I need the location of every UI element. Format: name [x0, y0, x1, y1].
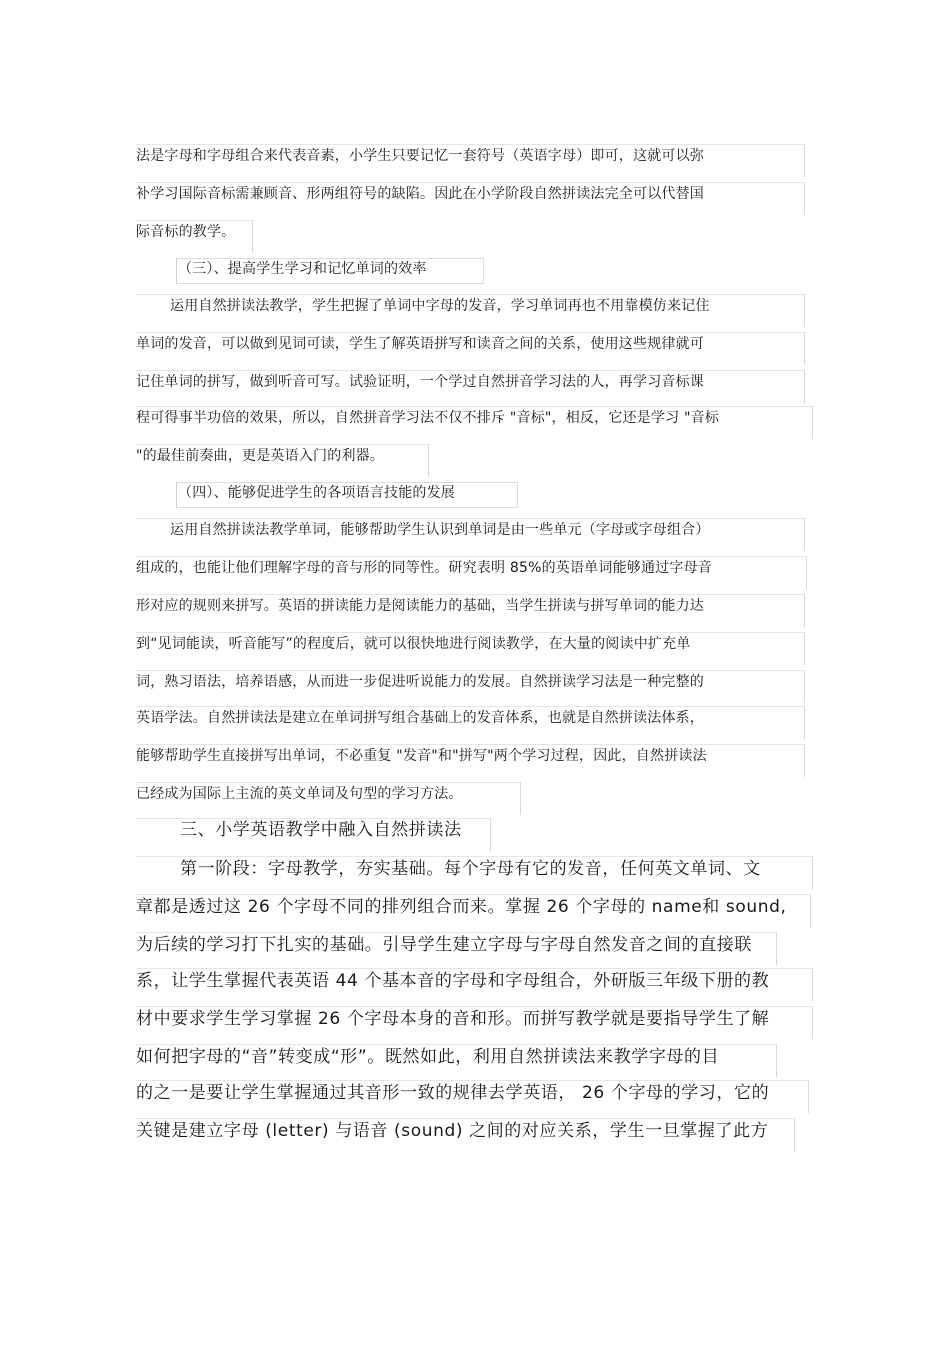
paragraph-line: 系，让学生掌握代表英语 44 个基本音的字母和字母组合，外研版三年级下册的教	[136, 971, 770, 991]
paragraph-line: 如何把字母的“音”转变成“形”。既然如此，利用自然拼读法来教学字母的目	[136, 1047, 720, 1067]
paragraph-line: 第一阶段：字母教学，夯实基础。每个字母有它的发音，任何英文单词、文	[180, 859, 761, 879]
paragraph-line: 章都是透过这 26 个字母不同的排列组合而来。掌握 26 个字母的 name和 sound,	[136, 897, 787, 917]
paragraph-line: 运用自然拼读法教学，学生把握了单词中字母的发音，学习单词再也不用靠模仿来记住	[170, 298, 710, 314]
paragraph-line: 法是字母和字母组合来代表音素，小学生只要记忆一套符号（英语字母）即可，这就可以弥	[136, 148, 704, 164]
paragraph-line: 到“见词能读，听音能写”的程度后，就可以很快地进行阅读教学，在大量的阅读中扩充单	[136, 636, 691, 652]
paragraph-line: 为后续的学习打下扎实的基础。引导学生建立字母与字母自然发音之间的直接联	[136, 935, 752, 955]
paragraph-line: 的之一是要让学生掌握通过其音形一致的规律去学英语， 26 个字母的学习，它的	[136, 1083, 770, 1103]
paragraph-line: "的最佳前奏曲，更是英语入门的利器。	[136, 448, 385, 464]
paragraph-line: 运用自然拼读法教学单词，能够帮助学生认识到单词是由一些单元（字母或字母组合）	[170, 522, 710, 538]
paragraph-line: 形对应的规则来拼写。英语的拼读能力是阅读能力的基础，当学生拼读与拼写单词的能力达	[136, 598, 704, 614]
subsection-heading: （三）、提高学生学习和记忆单词的效率	[178, 261, 427, 277]
paragraph-line: 单词的发音，可以做到见词可读，学生了解英语拼写和读音之间的关系，使用这些规律就可	[136, 336, 704, 352]
paragraph-line: 际音标的教学。	[136, 224, 236, 240]
paragraph-line: 已经成为国际上主流的英文单词及句型的学习方法。	[136, 786, 463, 802]
subsection-heading: （四）、能够促进学生的各项语言技能的发展	[178, 485, 455, 501]
paragraph-line: 关键是建立字母 (letter) 与语音 (sound) 之间的对应关系，学生一旦掌握了此方	[136, 1121, 769, 1141]
paragraph-line: 能够帮助学生直接拼写出单词，不必重复 "发音"和"拼写"两个学习过程，因此，自然拼读法	[136, 748, 707, 764]
paragraph-line: 补学习国际音标需兼顾音、形两组符号的缺陷。因此在小学阶段自然拼读法完全可以代替国	[136, 186, 704, 202]
paragraph-line: 材中要求学生学习掌握 26 个字母本身的音和形。而拼写教学就是要指导学生了解	[136, 1009, 770, 1029]
paragraph-line: 记住单词的拼写，做到听音可写。试验证明，一个学过自然拼音学习法的人，再学习音标课	[136, 374, 704, 390]
section-heading: 三、小学英语教学中融入自然拼读法	[180, 820, 462, 840]
paragraph-line: 程可得事半功倍的效果，所以，自然拼音学习法不仅不排斥 "音标"，相反，它还是学习 "音标	[136, 410, 720, 426]
paragraph-line: 英语学法。自然拼读法是建立在单词拼写组合基础上的发音体系，也就是自然拼读法体系，	[136, 710, 704, 726]
paragraph-line: 组成的，也能让他们理解字母的音与形的同等性。研究表明 85%的英语单词能够通过字母音	[136, 560, 712, 576]
paragraph-line: 词，熟习语法，培养语感，从而进一步促进听说能力的发展。自然拼读学习法是一种完整的	[136, 674, 704, 690]
